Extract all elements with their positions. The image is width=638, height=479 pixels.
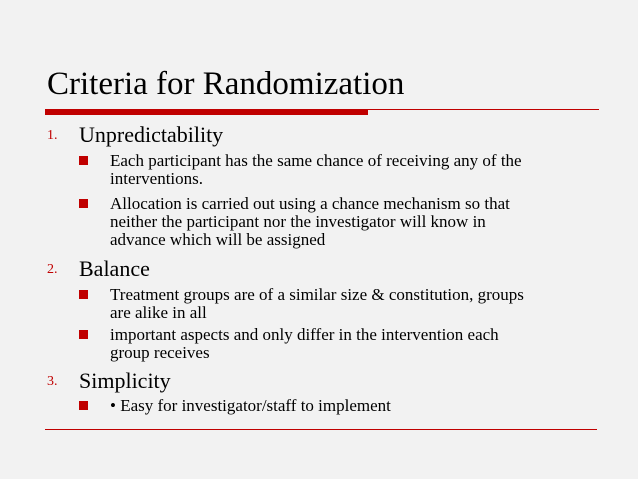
bullet-line: Treatment groups are of a similar size & constitution, groups xyxy=(110,285,524,304)
square-bullet-icon xyxy=(79,290,88,299)
square-bullet-icon xyxy=(79,330,88,339)
footer-rule xyxy=(45,429,597,430)
slide-title: Criteria for Randomization xyxy=(47,66,405,102)
title-underline-thick xyxy=(45,109,368,115)
title-underline-thin xyxy=(367,109,599,110)
square-bullet-icon xyxy=(79,401,88,410)
section-number-3: 3. xyxy=(47,374,58,389)
section-number-1: 1. xyxy=(47,128,58,143)
bullet-text xyxy=(110,397,391,415)
section-heading-simplicity: Simplicity xyxy=(79,368,171,393)
bullet-text xyxy=(110,152,522,188)
square-bullet-icon xyxy=(79,199,88,208)
section-number-2: 2. xyxy=(47,262,58,277)
bullet-line: • Easy for investigator/staff to implement xyxy=(110,396,391,415)
square-bullet-icon xyxy=(79,156,88,165)
section-heading-balance: Balance xyxy=(79,256,150,281)
bullet-line: advance which will be assigned xyxy=(110,230,326,249)
bullet-line: neither the participant nor the investigator will know in xyxy=(110,212,486,231)
bullet-text xyxy=(110,326,499,362)
bullet-line: important aspects and only differ in the intervention each xyxy=(110,325,499,344)
bullet-line: group receives xyxy=(110,343,210,362)
bullet-text xyxy=(110,195,510,249)
bullet-line: interventions. xyxy=(110,169,204,188)
bullet-line: are alike in all xyxy=(110,303,207,322)
bullet-line: Allocation is carried out using a chance mechanism so that xyxy=(110,194,510,213)
bullet-line: Each participant has the same chance of receiving any of the xyxy=(110,151,522,170)
section-heading-unpredictability: Unpredictability xyxy=(79,122,224,147)
bullet-text xyxy=(110,286,524,322)
